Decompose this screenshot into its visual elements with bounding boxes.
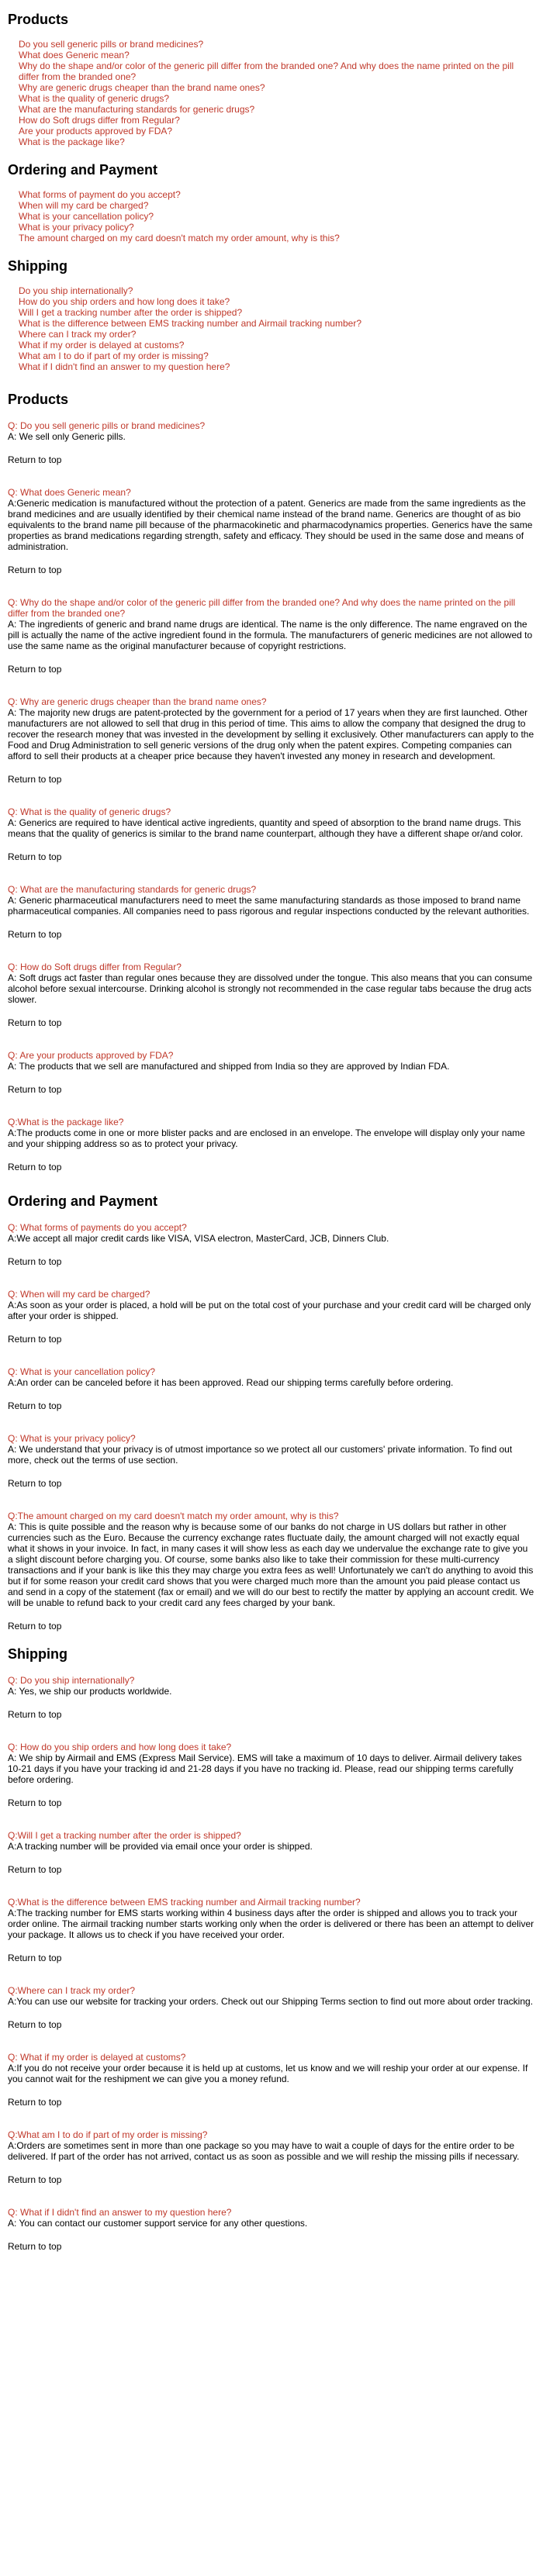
faq-section (8, 1632, 535, 2252)
question (8, 597, 535, 619)
qa-item (8, 597, 535, 675)
qa-item (8, 1117, 535, 1172)
question-prefix: Q: (8, 487, 21, 498)
section-heading: Products (8, 392, 69, 407)
qa-item (8, 2052, 535, 2108)
return-to-top-link[interactable]: Return to top (8, 1084, 62, 1095)
qa-item (8, 1366, 535, 1411)
question-text: What does Generic mean? (20, 487, 131, 498)
qa-item (8, 1433, 535, 1489)
question-prefix: Q: (8, 1511, 18, 1521)
answer: A: We sell only Generic pills. (8, 431, 126, 442)
question-prefix: Q: (8, 1742, 21, 1752)
question-text: Are your products approved by FDA? (19, 1050, 174, 1061)
faq-section (8, 1172, 535, 1632)
answer: A:Orders are sometimes sent in more than one package so you may have to wait a couple of days for the entire order to be delivered. If part of the order has not arrived, contact us as soon as possible and we will reship the missing pills if necessary. (8, 2140, 520, 2162)
qa-item (8, 696, 535, 785)
question (8, 1222, 535, 1233)
answer: A:We accept all major credit cards like VISA, VISA electron, MasterCard, JCB, Dinners Club. (8, 1233, 389, 1244)
return-to-top-link[interactable]: Return to top (8, 1621, 62, 1632)
qa-item (8, 1897, 535, 1963)
question-prefix: Q: (8, 420, 21, 431)
toc-link[interactable]: Do you sell generic pills or brand medicines? (19, 39, 204, 50)
question-text: Why do the shape and/or color of the generic pill differ from the branded one? And why does the name printed on the pill differ from the branded one? (8, 597, 516, 619)
qa-item (8, 487, 535, 575)
return-to-top-link[interactable]: Return to top (8, 2097, 62, 2108)
question-text: The amount charged on my card doesn't match my order amount, why is this? (17, 1511, 339, 1521)
qa-item (8, 1222, 535, 1267)
return-to-top-link[interactable]: Return to top (8, 1256, 62, 1267)
question (8, 1830, 535, 1841)
answer: A: The majority new drugs are patent-protected by the government for a period of 17 years when they are first launched. Other manufacturers are not allowed to sell that drug in this period of time. This aims to allow the company that designed the drug to recover the research money that was invested in the development by selling it exclusively. Other manufacturers can apply to the Food and Drug Administration to sell generic versions of the drug only when the patent expires. Competing companies can afford to sell their products at a cheaper price because they haven't invested any money in research and development. (8, 707, 534, 761)
question (8, 2129, 535, 2140)
qa-item (8, 420, 535, 465)
question (8, 806, 535, 817)
toc-link[interactable]: Why are generic drugs cheaper than the brand name ones? (19, 82, 265, 93)
answer: A: The ingredients of generic and brand name drugs are identical. The name is the only difference. The name engraved on the pill is actually the name of the active ingredient found in the formula. The manufacturers of generic medicines are not allowed to use the same name as the original manufacturer because of copyright restrictions. (8, 619, 533, 651)
qa-item (8, 1675, 535, 1720)
question (8, 420, 535, 431)
answer: A: Generic pharmaceutical manufacturers need to meet the same manufacturing standards as those imposed to brand name pharmaceutical companies. All companies need to pass rigorous and regular inspections conducted by the relevant authorities. (8, 895, 530, 917)
return-to-top-link[interactable]: Return to top (8, 2174, 62, 2185)
toc-link[interactable]: Are your products approved by FDA? (19, 126, 173, 136)
question (8, 696, 535, 707)
return-to-top-link[interactable]: Return to top (8, 565, 62, 575)
qa-item (8, 1830, 535, 1875)
question-prefix: Q: (8, 1897, 18, 1908)
return-to-top-link[interactable]: Return to top (8, 1334, 62, 1345)
toc-link[interactable]: What is the package like? (19, 136, 125, 147)
question (8, 1117, 535, 1127)
question-text: What is the package like? (17, 1117, 124, 1127)
answer: A: This is quite possible and the reason why is because some of our banks do not charge in US dollars but rather in other currencies such as the Euro. Because the currency exchange rates fluctuate daily, the amount charged will not exactly equal what it shows in your invoice. In fact, in many cases it will show less as each day we undervalue the exchange rate to give you a slight discount before charging you. Of course, some banks also like to take their commission for these multi-currency transactions and if your bank is like this they may charge you extra fees as well! Unfortunately we can't do anything to avoid this but if for some reason your credit card shows that you were charged much more than the amount you paid please contact us and send in a copy of the statement (fax or email) and we will do our best to rectify the matter by applying an account credit. We will be unable to refund back to your credit card any fees charged by your bank. (8, 1521, 534, 1608)
qa-item (8, 1742, 535, 1808)
toc-section-shipping (8, 243, 535, 372)
qa-item (8, 884, 535, 940)
question-prefix: Q: (8, 696, 21, 707)
question (8, 1050, 535, 1061)
question-text: What are the manufacturing standards for generic drugs? (20, 884, 257, 895)
question-text: What if my order is delayed at customs? (20, 2052, 186, 2063)
answer: A: The products that we sell are manufactured and shipped from India so they are approved by Indian FDA. (8, 1061, 450, 1072)
answer: A:An order can be canceled before it has been approved. Read our shipping terms carefully before ordering. (8, 1377, 454, 1388)
return-to-top-link[interactable]: Return to top (8, 1709, 62, 1720)
answer: A:As soon as your order is placed, a hold will be put on the total cost of your purchase and your credit card will be charged only after your order is shipped. (8, 1300, 531, 1321)
toc-link[interactable]: The amount charged on my card doesn't match my order amount, why is this? (19, 233, 340, 243)
question-prefix: Q: (8, 1050, 20, 1061)
qa-item (8, 1985, 535, 2030)
question-prefix: Q: (8, 1433, 21, 1444)
toc-section-ordering (8, 147, 535, 243)
toc-link[interactable]: How do Soft drugs differ from Regular? (19, 115, 180, 126)
answer: A:If you do not receive your order because it is held up at customs, let us know and we will reship your order at our expense. If you cannot wait for the reshipment we can give you a money refund. (8, 2063, 528, 2084)
question (8, 1511, 535, 1521)
question (8, 2207, 535, 2218)
answer: A: Yes, we ship our products worldwide. (8, 1686, 172, 1697)
question-text: What forms of payments do you accept? (20, 1222, 187, 1233)
question-text: Will I get a tracking number after the order is shipped? (17, 1830, 241, 1841)
answer: A: We ship by Airmail and EMS (Express Mail Service). EMS will take a maximum of 10 days to deliver. Airmail delivery takes 10-21 days if you have your tracking id and 21-28 days if you have no tracking id. Please, read our shipping terms carefully before ordering. (8, 1752, 522, 1785)
qa-item (8, 962, 535, 1028)
question-text: Do you ship internationally? (20, 1675, 135, 1686)
return-to-top-link[interactable]: Return to top (8, 1953, 62, 1963)
answer: A: Soft drugs act faster than regular ones because they are dissolved under the tongue. This also means that you can consume alcohol before sexual intercourse. Drinking alcohol is strongly not recommended in the case regular tabs because the drug acts slower. (8, 972, 533, 1005)
question-prefix: Q: (8, 1289, 21, 1300)
return-to-top-link[interactable]: Return to top (8, 2019, 62, 2030)
question-text: What am I to do if part of my order is missing? (17, 2129, 208, 2140)
question-prefix: Q: (8, 806, 21, 817)
question (8, 487, 535, 498)
return-to-top-link[interactable]: Return to top (8, 1017, 62, 1028)
question-prefix: Q: (8, 597, 21, 608)
toc-link[interactable]: Will I get a tracking number after the order is shipped? (19, 307, 243, 318)
toc-link[interactable]: What are the manufacturing standards for generic drugs? (19, 104, 255, 115)
return-to-top-link[interactable]: Return to top (8, 664, 62, 675)
toc-link[interactable]: What if my order is delayed at customs? (19, 340, 185, 350)
question-text: What if I didn't find an answer to my question here? (20, 2207, 232, 2218)
qa-item (8, 806, 535, 862)
question-prefix: Q: (8, 2129, 18, 2140)
toc-link[interactable]: Why do the shape and/or color of the generic pill differ from the branded one? And why does the name printed on the pill differ from the branded one? (19, 60, 514, 82)
toc-link[interactable]: What is your cancellation policy? (19, 211, 154, 222)
question (8, 2052, 535, 2063)
toc-heading-ordering: Ordering and Payment (8, 162, 158, 178)
return-to-top-link[interactable]: Return to top (8, 1400, 62, 1411)
toc-link[interactable]: How do you ship orders and how long does it take? (19, 296, 230, 307)
question (8, 1742, 535, 1752)
answer: A:The products come in one or more blister packs and are enclosed in an envelope. The envelope will display only your name and your shipping address so as to protect your privacy. (8, 1127, 525, 1149)
toc-list-ordering (19, 189, 535, 243)
toc (8, 0, 535, 372)
qa-item (8, 2207, 535, 2252)
question (8, 1675, 535, 1686)
toc-link[interactable]: What if I didn't find an answer to my question here? (19, 361, 230, 372)
question (8, 884, 535, 895)
return-to-top-link[interactable]: Return to top (8, 851, 62, 862)
question-text: What is your privacy policy? (20, 1433, 136, 1444)
toc-link[interactable]: What is your privacy policy? (19, 222, 134, 233)
answer: A: We understand that your privacy is of utmost importance so we protect all our customers' private information. To find out more, check out the terms of use section. (8, 1444, 513, 1466)
question-prefix: Q: (8, 2207, 21, 2218)
qa-item (8, 2129, 535, 2185)
question-prefix: Q: (8, 884, 21, 895)
toc-link[interactable]: What am I to do if part of my order is missing? (19, 350, 209, 361)
answer: A: You can contact our customer support service for any other questions. (8, 2218, 308, 2229)
answer: A:The tracking number for EMS starts working within 4 business days after the order is shipped and allows you to track your order online. The airmail tracking number starts working only when the order is delivered or there has been an attempt to deliver your package. It allows us to check if you have received your order. (8, 1908, 534, 1940)
toc-link[interactable]: What forms of payment do you accept? (19, 189, 181, 200)
question (8, 1366, 535, 1377)
return-to-top-link[interactable]: Return to top (8, 774, 62, 785)
toc-link[interactable]: When will my card be charged? (19, 200, 149, 211)
return-to-top-link[interactable]: Return to top (8, 1478, 62, 1489)
section-heading: Shipping (8, 1646, 67, 1662)
qa-item (8, 1289, 535, 1345)
question (8, 962, 535, 972)
question (8, 1433, 535, 1444)
toc-heading-products: Products (8, 12, 69, 27)
toc-heading-shipping: Shipping (8, 258, 67, 274)
question-prefix: Q: (8, 962, 21, 972)
toc-link[interactable]: What does Generic mean? (19, 50, 130, 60)
toc-link[interactable]: Where can I track my order? (19, 329, 137, 340)
answer: A:You can use our website for tracking your orders. Check out our Shipping Terms section to find out more about order tracking. (8, 1996, 534, 2007)
qa-item (8, 1050, 535, 1095)
question-text: What is your cancellation policy? (20, 1366, 156, 1377)
question-prefix: Q: (8, 2052, 21, 2063)
question (8, 1897, 535, 1908)
question-prefix: Q: (8, 1830, 18, 1841)
toc-list-products (19, 39, 535, 147)
answer: A: Generics are required to have identical active ingredients, quantity and speed of absorption to the brand name drugs. This means that the quality of generics is similar to the brand name counterpart, although they have a different shape or/and color. (8, 817, 524, 839)
question (8, 1985, 535, 1996)
question-text: When will my card be charged? (20, 1289, 150, 1300)
question-prefix: Q: (8, 1366, 21, 1377)
return-to-top-link[interactable]: Return to top (8, 454, 62, 465)
return-to-top-link[interactable]: Return to top (8, 1162, 62, 1172)
qa-item (8, 1511, 535, 1632)
section-heading: Ordering and Payment (8, 1193, 158, 1209)
answer: A:A tracking number will be provided via email once your order is shipped. (8, 1841, 313, 1852)
faq-content (8, 372, 535, 2252)
question-prefix: Q: (8, 1117, 18, 1127)
return-to-top-link[interactable]: Return to top (8, 929, 62, 940)
toc-link[interactable]: Do you ship internationally? (19, 285, 133, 296)
answer: A:Generic medication is manufactured without the protection of a patent. Generics are made from the same ingredients as the brand medicines and are usually identified by their chemical name instead of the brand name. Generics are thought of as bio equivalents to the brand name pill because of the pharmacokinetic and pharmacodynamics properties. Generics have the same properties as brand medications regarding strength, safety and efficacy. They should be used in the same dose and means of administration. (8, 498, 533, 552)
question-prefix: Q: (8, 1675, 21, 1686)
toc-section-products (8, 0, 535, 147)
return-to-top-link[interactable]: Return to top (8, 1864, 62, 1875)
faq-section (8, 372, 535, 1172)
question-text: What is the quality of generic drugs? (20, 806, 171, 817)
toc-link[interactable]: What is the quality of generic drugs? (19, 93, 170, 104)
question-text: Do you sell generic pills or brand medicines? (20, 420, 206, 431)
question-text: How do Soft drugs differ from Regular? (20, 962, 182, 972)
return-to-top-link[interactable]: Return to top (8, 1797, 62, 1808)
question-prefix: Q: (8, 1985, 18, 1996)
question (8, 1289, 535, 1300)
question-text: How do you ship orders and how long does it take? (20, 1742, 232, 1752)
question-text: Why are generic drugs cheaper than the brand name ones? (20, 696, 267, 707)
question-text: What is the difference between EMS tracking number and Airmail tracking number? (17, 1897, 361, 1908)
return-to-top-link[interactable]: Return to top (8, 2241, 62, 2252)
toc-link[interactable]: What is the difference between EMS tracking number and Airmail tracking number? (19, 318, 361, 329)
toc-list-shipping (19, 285, 535, 372)
question-text: Where can I track my order? (17, 1985, 136, 1996)
question-prefix: Q: (8, 1222, 21, 1233)
